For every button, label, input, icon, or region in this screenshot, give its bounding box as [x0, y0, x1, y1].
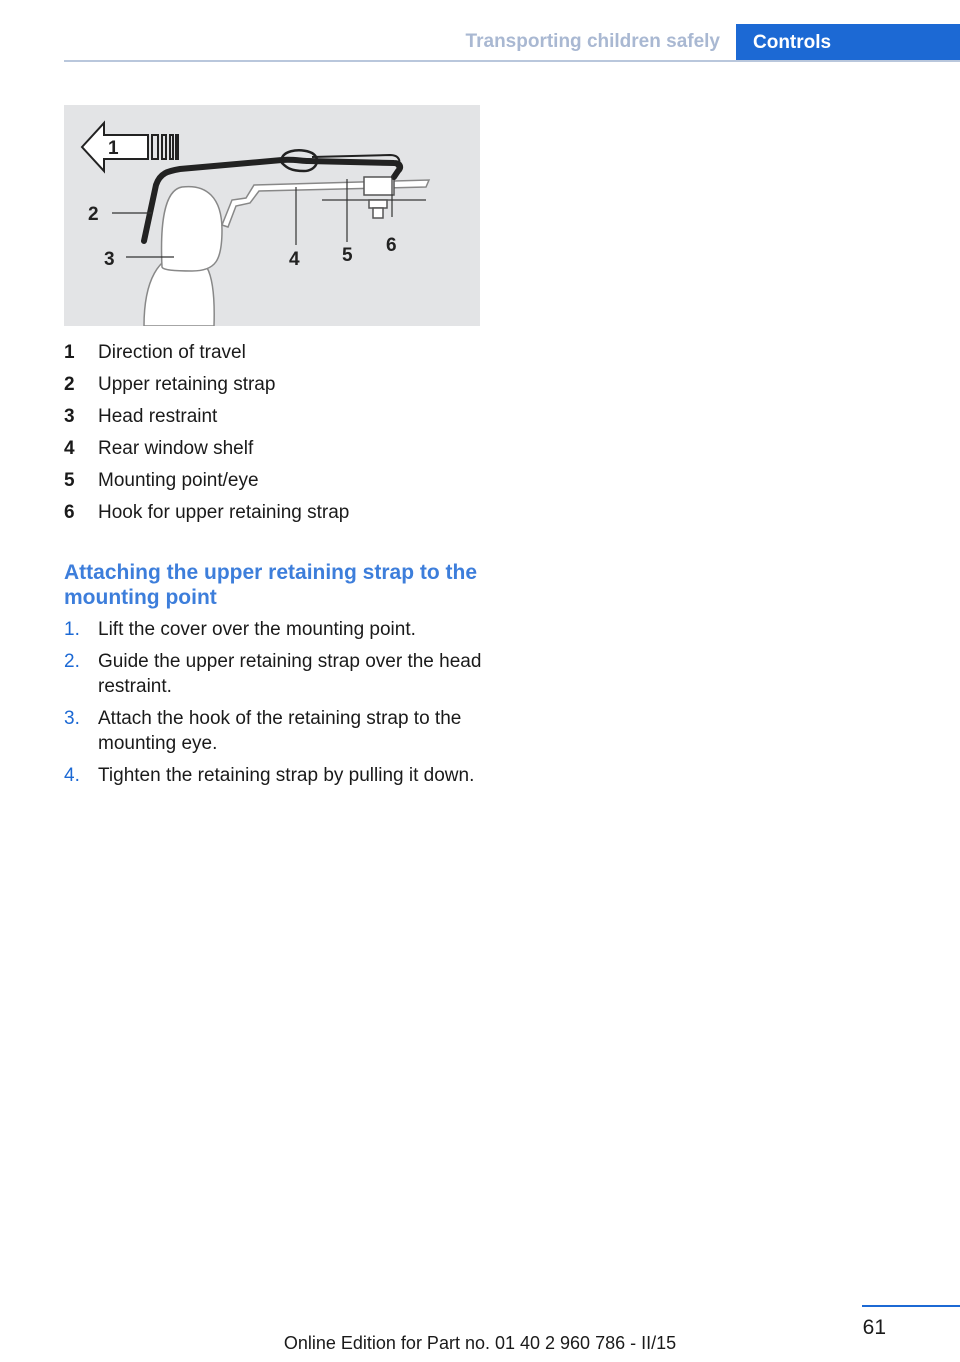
legend-number: 2 — [64, 374, 75, 395]
callout-3: 3 — [104, 249, 115, 270]
step-item — [64, 763, 484, 788]
step-text: Tighten the retaining strap by pulling it down. — [98, 765, 475, 786]
legend-number: 4 — [64, 438, 75, 459]
callout-6: 6 — [386, 235, 397, 256]
legend-item — [64, 465, 484, 497]
legend-number: 6 — [64, 502, 75, 523]
footer-edition-text: Online Edition for Part no. 01 40 2 960 786 - II/15 — [283, 1333, 677, 1353]
legend-number: 1 — [64, 342, 75, 363]
legend-text: Hook for upper retaining strap — [98, 502, 350, 523]
page-number: 61 — [862, 1316, 886, 1339]
section-subheading: Attaching the upper retaining strap to the mounting point — [64, 561, 478, 609]
header-tab-controls[interactable]: Controls — [736, 24, 960, 62]
step-text: Lift the cover over the mounting point. — [98, 619, 416, 640]
instruction-steps — [64, 617, 484, 795]
header-section-title: Transporting children safely — [465, 31, 720, 52]
step-text: Guide the upper retaining strap over the head restraint. — [98, 651, 482, 697]
arrow-tail-bars-icon — [152, 135, 178, 159]
legend-number: 5 — [64, 470, 75, 491]
step-number: 1. — [64, 619, 80, 640]
step-number: 3. — [64, 708, 80, 729]
figure-legend — [64, 337, 484, 529]
strap-illustration — [64, 105, 480, 326]
step-item — [64, 649, 484, 699]
head-restraint-shape — [162, 187, 222, 271]
callout-4: 4 — [289, 249, 300, 270]
rear-shelf-shape — [222, 180, 429, 227]
legend-item — [64, 369, 484, 401]
legend-text: Direction of travel — [98, 342, 246, 363]
page-number-rule — [862, 1305, 960, 1307]
legend-item — [64, 337, 484, 369]
legend-item — [64, 497, 484, 529]
callout-2: 2 — [88, 204, 99, 225]
step-item — [64, 617, 484, 642]
step-item — [64, 706, 484, 756]
legend-text: Head restraint — [98, 406, 218, 427]
legend-text: Mounting point/eye — [98, 470, 259, 491]
legend-number: 3 — [64, 406, 75, 427]
legend-item — [64, 433, 484, 465]
legend-item — [64, 401, 484, 433]
legend-text: Rear window shelf — [98, 438, 254, 459]
callout-5: 5 — [342, 245, 353, 266]
legend-text: Upper retaining strap — [98, 374, 276, 395]
step-number: 4. — [64, 765, 80, 786]
step-number: 2. — [64, 651, 80, 672]
header-divider — [64, 60, 960, 62]
callout-1: 1 — [108, 138, 119, 159]
step-text: Attach the hook of the retaining strap to the mounting eye. — [98, 708, 462, 754]
